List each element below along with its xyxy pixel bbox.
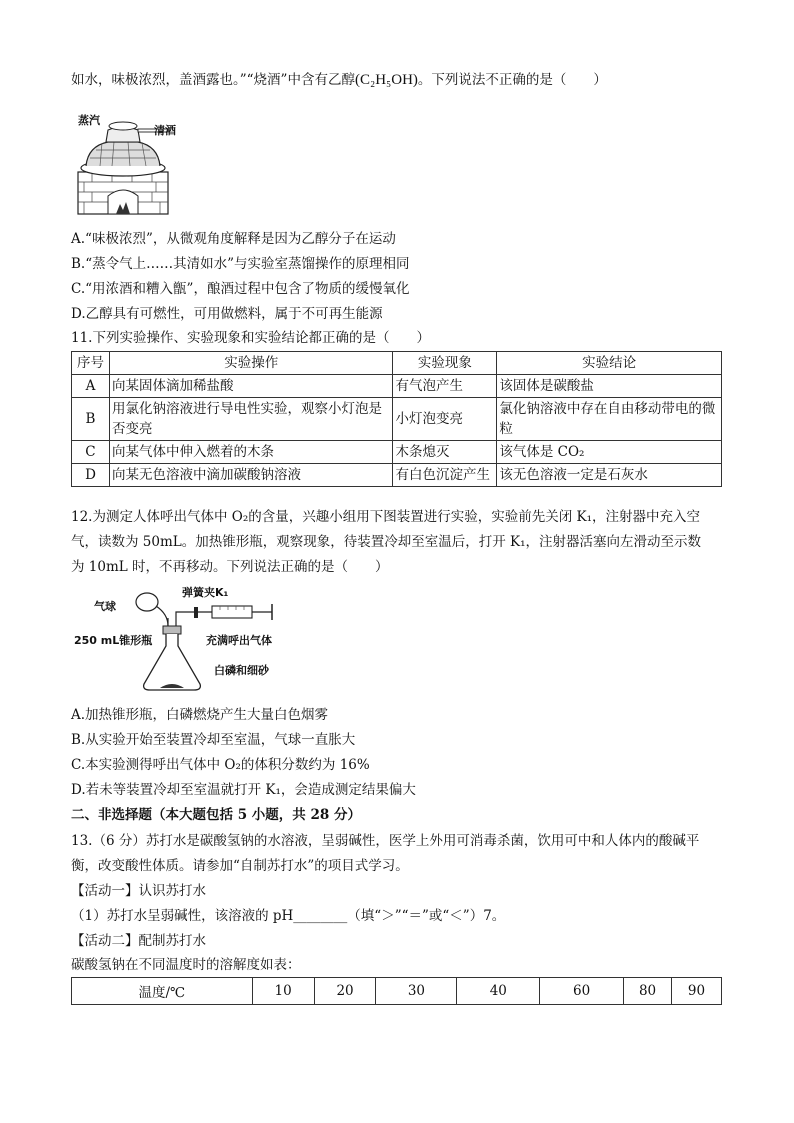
q10-option-c: C.“用浓酒和糟入甑”，酿酒过程中包含了物质的缓慢氧化 (71, 281, 410, 297)
temperature-cell: 60 (540, 978, 624, 1005)
q13-stem-line1: 13.（6 分）苏打水是碳酸氢钠的水溶液，呈弱碱性，医学上外用可消毒杀菌，饮用可中和人体内的酸碱平 (71, 833, 700, 849)
balloon-label: 气球 (94, 600, 116, 613)
oxygen-apparatus-figure (72, 584, 292, 696)
q12-stem-line1: 12.为测定人体呼出气体中 O₂的含量，兴趣小组用下图装置进行实验，实验前先关闭 K₁，注射器中充入空 (71, 509, 701, 525)
table-row (72, 398, 722, 441)
q12-stem-line3: 为 10mL 时，不再移动。下列说法正确的是（ ） (71, 559, 389, 575)
q13-sub1: （1）苏打水呈弱碱性，该溶液的 pH________（填“＞”“＝”或“＜”）7。 (71, 908, 506, 924)
q13-activity2: 【活动二】配制苏打水 (71, 933, 206, 949)
header-cell: 序号 (72, 352, 110, 375)
temperature-header: 温度/℃ (72, 978, 253, 1005)
temperature-cell: 30 (376, 978, 457, 1005)
table-row (72, 978, 722, 1005)
temperature-cell: 90 (672, 978, 722, 1005)
row-operation: 向某无色溶液中滴加碳酸钠溶液 (109, 464, 393, 487)
flask-label: 250 mL锥形瓶 (74, 634, 153, 647)
phosphorus-label: 白磷和细砂 (214, 664, 269, 677)
row-id: A (72, 375, 110, 398)
q13-table-intro: 碳酸氢钠在不同温度时的溶解度如表： (71, 957, 301, 973)
header-cell: 实验现象 (393, 352, 497, 375)
steam-label: 蒸汽 (78, 114, 100, 127)
liquor-label: 清酒 (154, 124, 176, 137)
row-operation: 向某固体滴加稀盐酸 (109, 375, 393, 398)
header-cell: 实验操作 (109, 352, 393, 375)
row-phenomenon: 有白色沉淀产生 (393, 464, 497, 487)
q10-formula: (C₂H₅OH) (354, 72, 418, 88)
distillation-figure (72, 110, 182, 220)
q13-stem-line2: 衡，改变酸性体质。请参加“自制苏打水”的项目式学习。 (71, 858, 409, 874)
row-conclusion: 氯化钠溶液中存在自由移动带电的微粒 (497, 398, 722, 441)
header-cell: 实验结论 (497, 352, 722, 375)
q12-option-b: B.从实验开始至装置冷却至室温，气球一直胀大 (71, 732, 356, 748)
q13-activity1: 【活动一】认识苏打水 (71, 883, 206, 899)
solubility-table (71, 977, 722, 1005)
temperature-cell: 10 (252, 978, 314, 1005)
q10-option-a: A.“味极浓烈”，从微观角度解释是因为乙醇分子在运动 (71, 231, 396, 247)
q11-table (71, 351, 722, 487)
temperature-cell: 40 (457, 978, 540, 1005)
row-id: D (72, 464, 110, 487)
q12-option-c: C.本实验测得呼出气体中 O₂的体积分数约为 16% (71, 757, 370, 773)
row-phenomenon: 小灯泡变亮 (393, 398, 497, 441)
row-operation: 用氯化钠溶液进行导电性实验，观察小灯泡是否变亮 (109, 398, 393, 441)
row-operation: 向某气体中伸入燃着的木条 (109, 441, 393, 464)
section-title (71, 805, 361, 825)
row-phenomenon: 有气泡产生 (393, 375, 497, 398)
q12-option-d: D.若未等装置冷却至室温就打开 K₁，会造成测定结果偏大 (71, 782, 416, 798)
q11-stem: 11.下列实验操作、实验现象和实验结论都正确的是（ ） (71, 330, 430, 346)
row-conclusion: 该无色溶液一定是石灰水 (497, 464, 722, 487)
gas-label: 充满呼出气体 (206, 634, 272, 647)
row-phenomenon: 木条熄灭 (393, 441, 497, 464)
q10-option-d: D.乙醇具有可燃性，可用做燃料，属于不可再生能源 (71, 306, 383, 322)
row-id: C (72, 441, 110, 464)
temperature-cell: 20 (314, 978, 376, 1005)
table-row (72, 441, 722, 464)
clamp-label: 弹簧夹K₁ (182, 586, 229, 599)
table-row (72, 464, 722, 487)
row-conclusion: 该固体是碳酸盐 (497, 375, 722, 398)
q10-stem-text: 如水，味极浓烈，盖酒露也。”“烧酒”中含有乙醇 (71, 72, 355, 88)
q12-stem-line2: 气，读数为 50mL。加热锥形瓶，观察现象，待装置冷却至室温后，打开 K₁，注射器活塞向左滑动至示数 (71, 534, 702, 550)
q12-option-a: A.加热锥形瓶，白磷燃烧产生大量白色烟雾 (71, 707, 329, 723)
table-row (72, 375, 722, 398)
row-id: B (72, 398, 110, 441)
q10-option-b: B.“蒸令气上……其清如水”与实验室蒸馏操作的原理相同 (71, 256, 410, 272)
q10-stem (71, 70, 607, 90)
temperature-cell: 80 (624, 978, 672, 1005)
q10-stem-end: 。下列说法不正确的是（ ） (417, 72, 607, 88)
row-conclusion: 该气体是 CO₂ (497, 441, 722, 464)
table-header-row (72, 352, 722, 375)
section-title-text: 二、非选择题（本大题包括 5 小题，共 28 分） (71, 807, 361, 823)
